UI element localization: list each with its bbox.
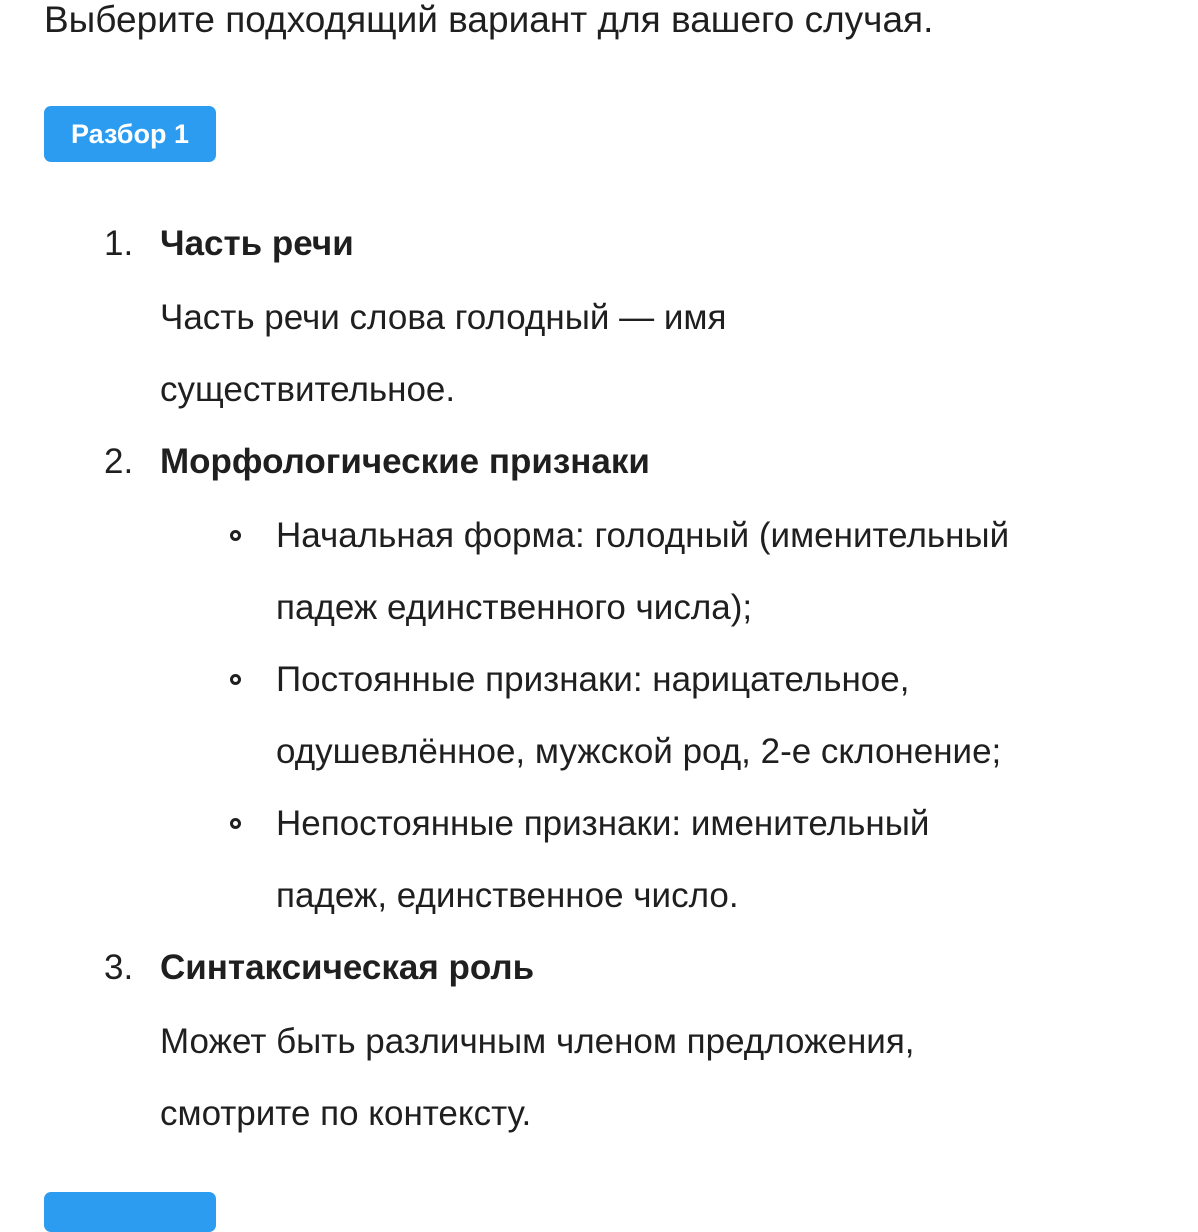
section-text-line: Часть речи слова голодный — имя: [160, 298, 727, 337]
section-text-line: смотрите по контексту.: [160, 1094, 532, 1133]
list-item-number: 2.: [104, 442, 134, 481]
tab-next-partial[interactable]: [44, 1192, 216, 1232]
section-title-part-of-speech: Часть речи: [160, 224, 354, 263]
sublist-text-line: падеж, единственное число.: [276, 876, 739, 915]
intro-text: Выберите подходящий вариант для вашего случая.: [44, 0, 934, 40]
section-title-morphology: Морфологические признаки: [160, 442, 650, 481]
sublist-text-line: Начальная форма: голодный (именительный: [276, 516, 1010, 555]
circle-bullet-icon: [230, 530, 241, 541]
tab-razbor-1[interactable]: Разбор 1: [44, 106, 216, 162]
section-text-line: существительное.: [160, 370, 456, 409]
circle-bullet-icon: [230, 674, 241, 685]
sublist-text-line: одушевлённое, мужской род, 2-е склонение;: [276, 732, 1002, 771]
list-item-number: 3.: [104, 948, 134, 987]
section-text-line: Может быть различным членом предложения,: [160, 1022, 915, 1061]
circle-bullet-icon: [230, 818, 241, 829]
sublist-text-line: Непостоянные признаки: именительный: [276, 804, 930, 843]
sublist-text-line: падеж единственного числа);: [276, 588, 753, 627]
section-title-syntax-role: Синтаксическая роль: [160, 948, 535, 987]
list-item-number: 1.: [104, 224, 134, 263]
sublist-text-line: Постоянные признаки: нарицательное,: [276, 660, 910, 699]
